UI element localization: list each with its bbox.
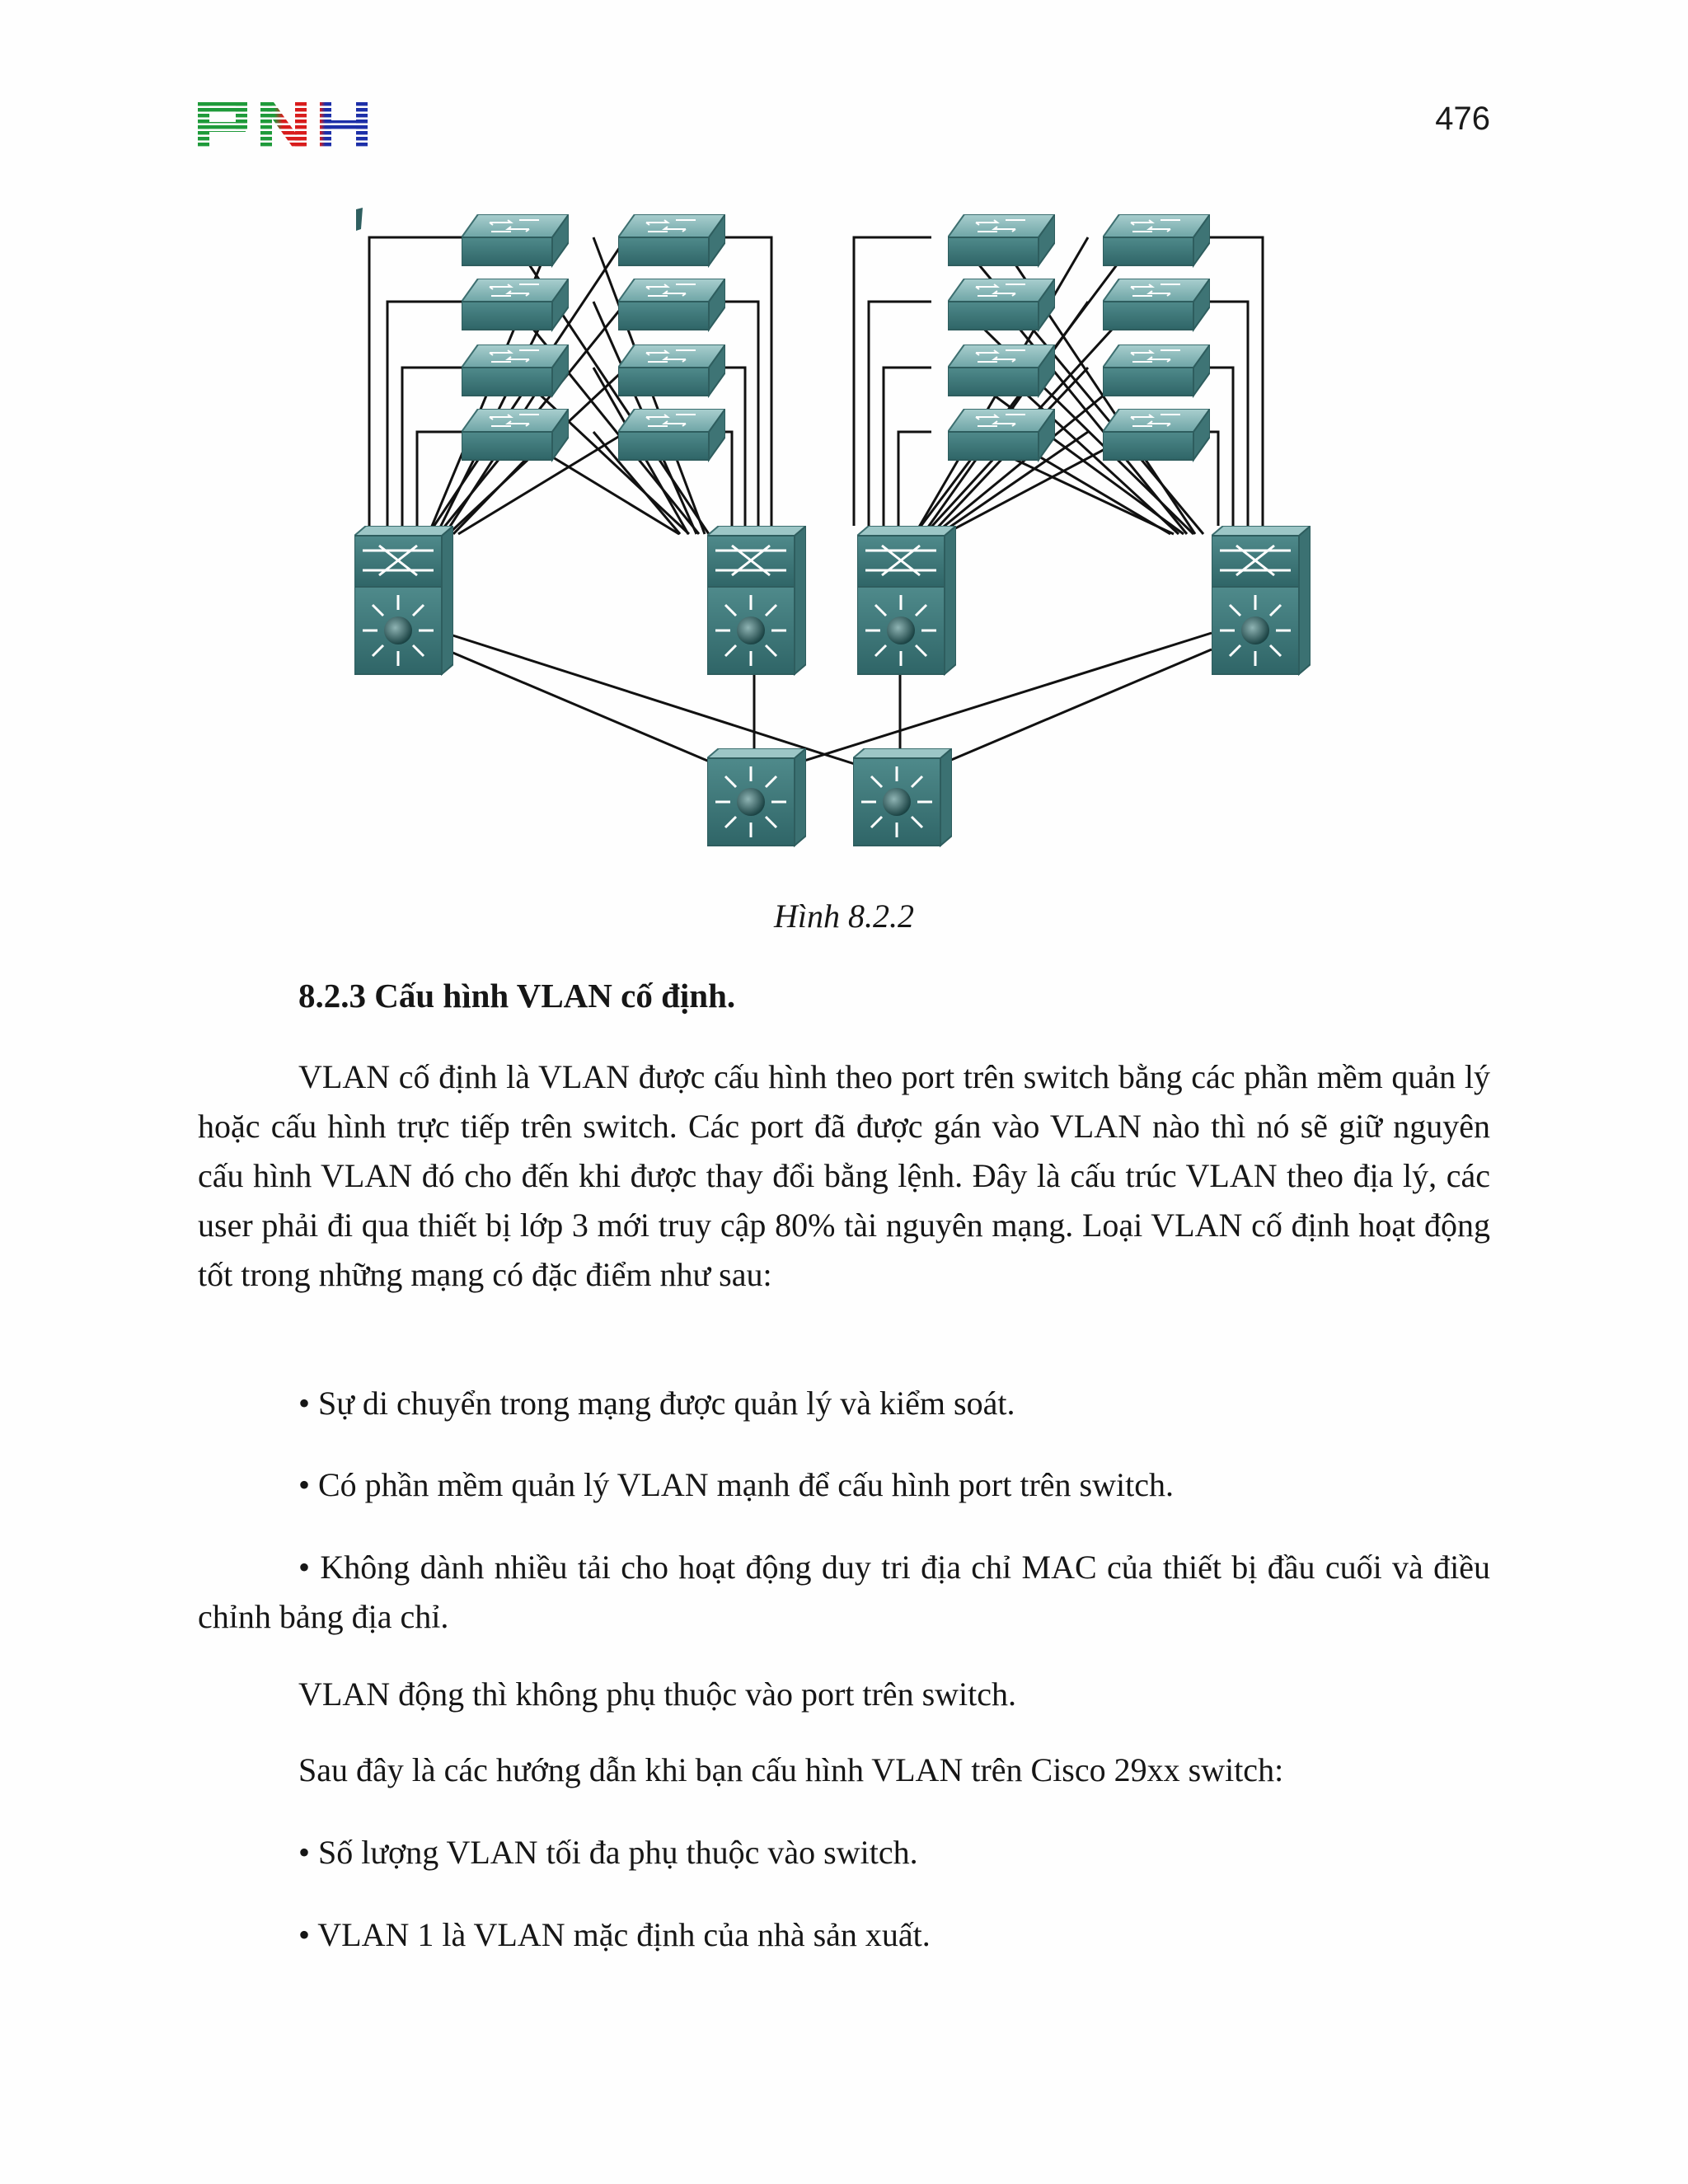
- access-switch: [948, 344, 1055, 396]
- figure-artifact: [356, 208, 363, 231]
- access-switch: [948, 409, 1055, 460]
- pnh-logo: [198, 102, 368, 148]
- access-switch: [1103, 214, 1210, 265]
- core-switch: [853, 748, 952, 846]
- bullet-item: • Không dành nhiều tải cho hoạt động duy tri địa chỉ MAC của thiết bị đầu cuối và điều chỉnh bảng địa chỉ.: [198, 1549, 1490, 1635]
- bullet-item: • Số lượng VLAN tối đa phụ thuộc vào switch.: [298, 1834, 918, 1871]
- paragraph: VLAN cố định là VLAN được cấu hình theo port trên switch bằng các phần mềm quản lý hoặc cấu hình trực tiếp trên switch. Các port đã được gán vào VLAN nào thì nó sẽ giữ nguyên cấu hình VLAN đó cho đến khi được thay đổi bằng lệnh. Đây là cấu trúc VLAN theo địa lý, các user phải đi qua thiết bị lớp 3 mới truy cập 80% tài nguyên mạng. Loại VLAN cố định hoạt động tốt trong những mạng có đặc điểm như sau:: [198, 1058, 1490, 1293]
- paragraph: Sau đây là các hướng dẫn khi bạn cấu hình VLAN trên Cisco 29xx switch:: [298, 1751, 1284, 1788]
- section-title: 8.2.3 Cấu hình VLAN cố định.: [298, 977, 736, 1015]
- access-switch: [462, 409, 569, 460]
- access-switch: [618, 344, 725, 396]
- bullet-item: • VLAN 1 là VLAN mặc định của nhà sản xuất.: [298, 1916, 931, 1953]
- core-switch: [707, 748, 806, 846]
- access-switch: [462, 279, 569, 330]
- network-diagram: [346, 204, 1335, 864]
- access-switch: [1103, 344, 1210, 396]
- paragraph: VLAN động thì không phụ thuộc vào port trên switch.: [298, 1675, 1016, 1713]
- access-switch: [618, 279, 725, 330]
- access-switch: [462, 344, 569, 396]
- page-number: 476: [1435, 101, 1490, 137]
- distribution-switch: [1212, 526, 1311, 674]
- access-switch: [1103, 409, 1210, 460]
- figure-caption: Hình 8.2.2: [774, 898, 914, 935]
- distribution-switch: [857, 526, 956, 674]
- distribution-switch: [354, 526, 453, 674]
- access-switch: [618, 409, 725, 460]
- access-switch: [948, 279, 1055, 330]
- access-switch: [618, 214, 725, 265]
- bullet-item: • Có phần mềm quản lý VLAN mạnh để cấu hình port trên switch.: [298, 1466, 1174, 1503]
- bullet-item: • Sự di chuyển trong mạng được quản lý và kiểm soát.: [298, 1385, 1015, 1422]
- access-switch: [948, 214, 1055, 265]
- access-switch: [462, 214, 569, 265]
- distribution-switch: [707, 526, 806, 674]
- access-switch: [1103, 279, 1210, 330]
